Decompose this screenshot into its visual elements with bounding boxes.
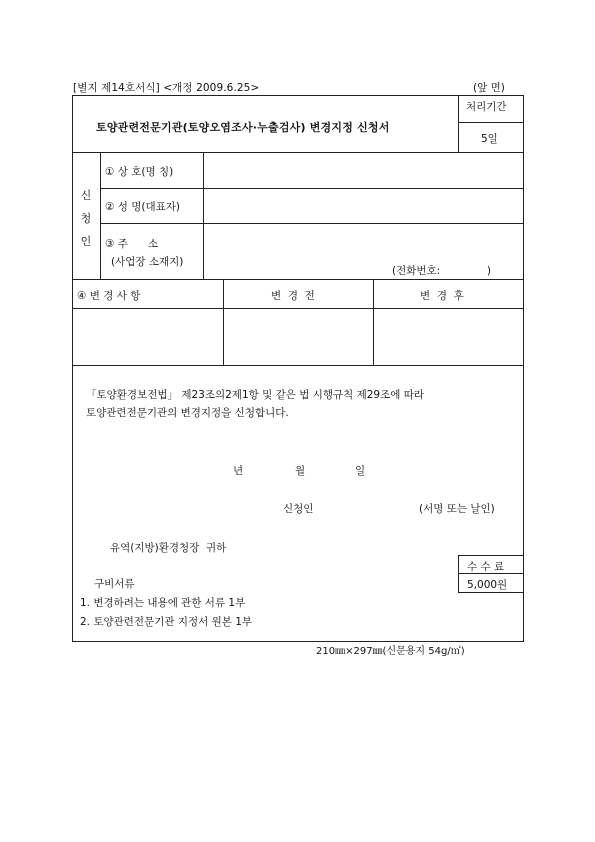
representative-name-label: ② 성 명(대표자) bbox=[105, 201, 180, 213]
after-change-header: 변 경 후 bbox=[420, 290, 464, 302]
date-day-label: 일 bbox=[355, 465, 366, 477]
applicant-signature-label: 신청인 bbox=[283, 503, 314, 515]
required-document-1: 1. 변경하려는 내용에 관한 서류 1부 bbox=[80, 597, 246, 609]
date-month-label: 월 bbox=[295, 465, 306, 477]
after-change-field[interactable] bbox=[377, 312, 519, 361]
form-title: 토양관련전문기관(토양오염조사·누출검사) 변경지정 신청서 bbox=[96, 121, 390, 134]
form-number: [별지 제14호서식] <개정 2009.6.25> bbox=[73, 82, 260, 94]
fee-label: 수 수 료 bbox=[467, 561, 505, 573]
fee-amount: 5,000원 bbox=[467, 579, 508, 591]
processing-period-value: 5일 bbox=[481, 133, 498, 145]
required-document-2: 2. 토양관련전문기관 지정서 원본 1부 bbox=[80, 616, 253, 628]
representative-name-field[interactable] bbox=[208, 192, 520, 220]
address-field[interactable] bbox=[208, 227, 520, 257]
before-change-field[interactable] bbox=[227, 312, 369, 361]
application-statement-line-1: 「토양환경보전법」 제23조의2제1항 및 같은 법 시행규칙 제29조에 따라 bbox=[86, 389, 425, 401]
address-label: ③ 주 소 bbox=[105, 238, 159, 250]
before-change-header: 변 경 전 bbox=[271, 290, 315, 302]
signature-or-seal-label: (서명 또는 날인) bbox=[419, 503, 495, 515]
change-item-field[interactable] bbox=[76, 312, 219, 361]
date-year-label: 년 bbox=[233, 465, 244, 477]
applicant-group-label: 신 청 인 bbox=[80, 189, 92, 248]
business-name-field[interactable] bbox=[208, 156, 520, 184]
page-side-label: (앞 면) bbox=[473, 82, 505, 94]
phone-number-label: (전화번호: ) bbox=[392, 265, 492, 277]
processing-period-label: 처리기간 bbox=[466, 101, 507, 113]
addressee: 유역(지방)환경청장 귀하 bbox=[110, 542, 227, 554]
address-sublabel: (사업장 소재지) bbox=[111, 256, 184, 268]
application-statement-line-2: 토양관련전문기관의 변경지정을 신청합니다. bbox=[86, 407, 289, 419]
change-items-header: ④ 변 경 사 항 bbox=[77, 290, 141, 302]
business-name-label: ① 상 호(명 칭) bbox=[105, 166, 174, 178]
required-documents-title: 구비서류 bbox=[94, 578, 135, 590]
paper-size-note: 210㎜×297㎜(신문용지 54g/㎡) bbox=[316, 646, 465, 657]
